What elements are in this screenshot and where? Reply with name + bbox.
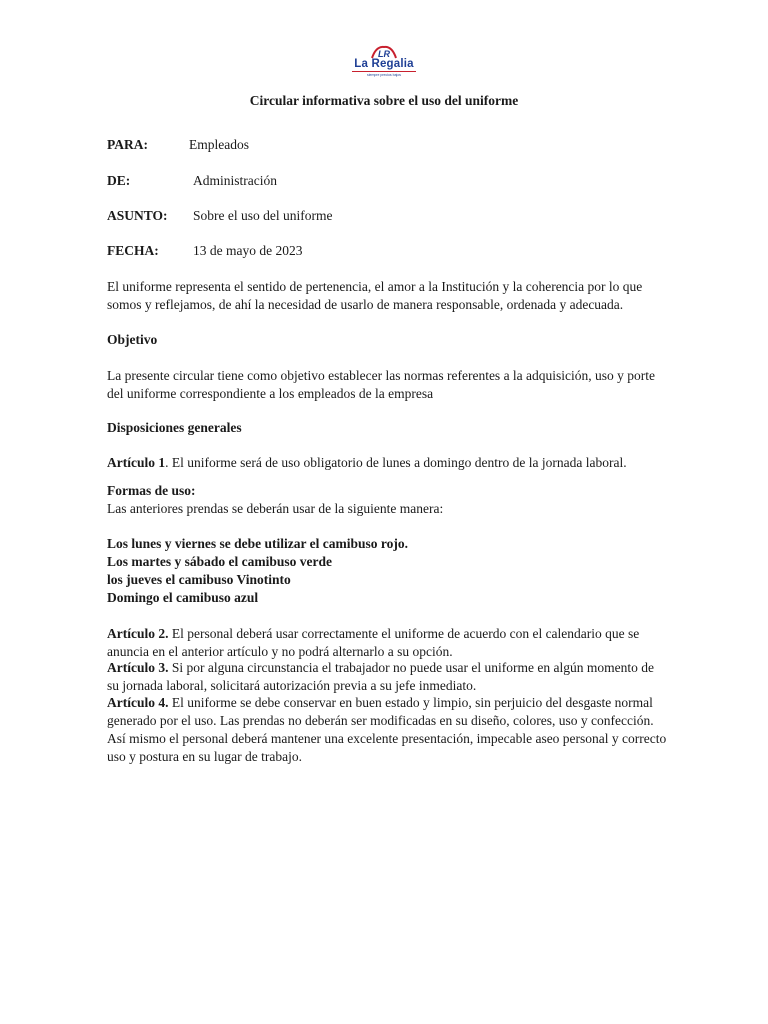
article-1-text: . El uniforme será de uso obligatorio de lunes a domingo dentro de la jornada laboral. xyxy=(165,455,627,470)
logo-tagline: siempre precios bajos xyxy=(366,73,402,77)
schedule-line: Domingo el camibuso azul xyxy=(107,590,259,605)
article-1-label: Artículo 1 xyxy=(107,455,166,470)
article-1 xyxy=(107,454,667,472)
article-2 xyxy=(107,625,667,661)
schedule-line: Los martes y sábado el camibuso verde xyxy=(107,554,332,569)
para-label: PARA: xyxy=(107,137,148,152)
logo-name: La Regalia xyxy=(354,58,414,70)
objetivo-paragraph: La presente circular tiene como objetivo establecer las normas referentes a la adquisición, uso y porte del uniforme correspondiente a los empleados de la empresa xyxy=(107,368,656,401)
article-3-text: Si por alguna circunstancia el trabajador no puede usar el uniforme en algún momento de su jornada laboral, solicitará autorización previa a su jefe inmediato. xyxy=(107,660,654,693)
de-value: Administración xyxy=(193,173,277,188)
intro-paragraph: El uniforme representa el sentido de pertenencia, el amor a la Institución y la coherencia por lo que somos y reflejamos, de ahí la necesidad de usarlo de manera responsable, ordenada y adecuada. xyxy=(107,279,643,312)
article-3-label: Artículo 3. xyxy=(107,660,169,675)
article-4-label: Artículo 4. xyxy=(107,695,169,710)
company-logo xyxy=(348,44,420,78)
fecha-value: 13 de mayo de 2023 xyxy=(193,243,303,258)
asunto-value: Sobre el uso del uniforme xyxy=(193,208,333,223)
logo-underline xyxy=(352,71,416,72)
article-3 xyxy=(107,659,667,695)
para-value: Empleados xyxy=(189,137,249,152)
objetivo-heading: Objetivo xyxy=(107,332,158,347)
asunto-label: ASUNTO: xyxy=(107,208,168,223)
formas-text: Las anteriores prendas se deberán usar de la siguiente manera: xyxy=(107,501,444,516)
fecha-label: FECHA: xyxy=(107,243,159,258)
article-2-text: El personal deberá usar correctamente el uniforme de acuerdo con el calendario que se anuncia en el anterior artículo y no podrá alternarlo a su opción. xyxy=(107,626,640,659)
formas-heading: Formas de uso: xyxy=(107,483,196,498)
logo-mark-text: LR xyxy=(378,49,390,59)
article-4 xyxy=(107,694,667,766)
article-2-label: Artículo 2. xyxy=(107,626,169,641)
de-label: DE: xyxy=(107,173,131,188)
schedule-line: los jueves el camibuso Vinotinto xyxy=(107,572,291,587)
article-4-text: El uniforme se debe conservar en buen estado y limpio, sin perjuicio del desgaste normal generado por el uso. Las prendas no deberán ser modificadas en su diseño, colores, uso y confección. Así mismo el personal deberá mantener una excelente presentación, impecable aseo personal y correcto uso y postura en su lugar de trabajo. xyxy=(107,695,667,764)
document-title: Circular informativa sobre el uso del uniforme xyxy=(249,93,519,108)
schedule-line: Los lunes y viernes se debe utilizar el camibuso rojo. xyxy=(107,536,408,551)
disposiciones-heading: Disposiciones generales xyxy=(107,420,242,435)
